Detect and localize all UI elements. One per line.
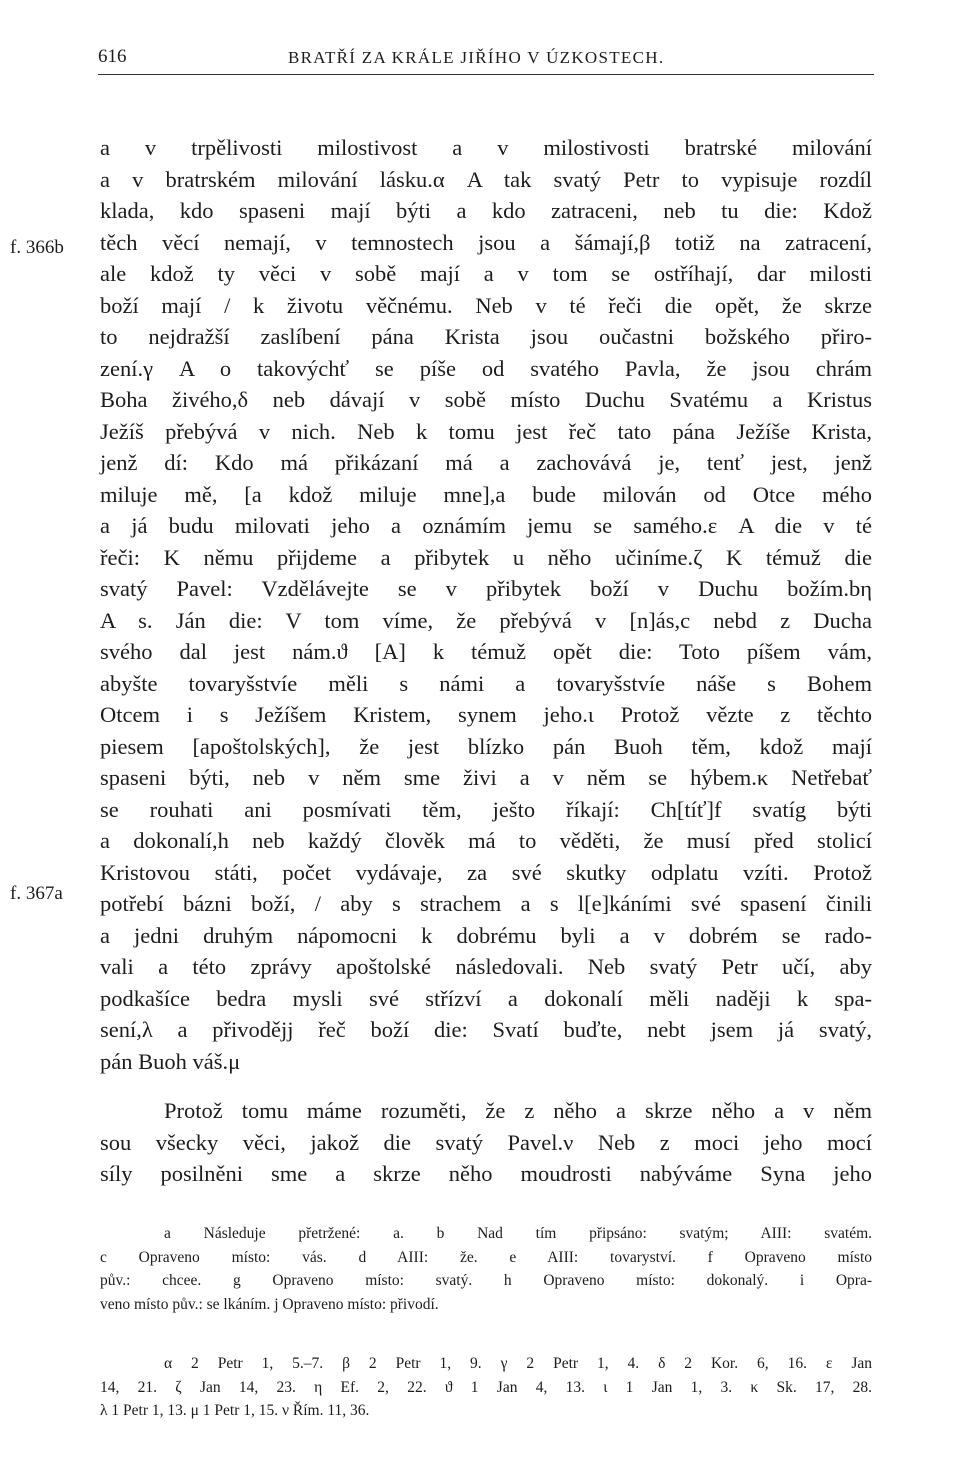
text-line: Protož tomu máme rozuměti, že z něho a skrze něho a v něm [164, 1098, 872, 1123]
folio-marker: f. 367a [10, 883, 63, 904]
footnote-line: pův.: chcee. g Opraveno místo: svatý. h Opraveno místo: dokonalý. i Opra- [100, 1272, 872, 1289]
text-line: a jedni druhým nápomocni k dobrému byli a v dobrém se rado- [100, 922, 872, 948]
text-line: svého dal jest nám.ϑ [A] k témuž opět die: Toto píšem vám, [100, 639, 872, 664]
text-line: miluje mě, [a kdož miluje mne],a bude milován od Otce mého [100, 481, 872, 507]
footnote-line: veno místo pův.: se lkáním. j Opraveno místo: přivodí. [100, 1295, 439, 1313]
text-line: spaseni býti, neb v něm sme živi a v něm se hýbem.κ Netřebať [100, 765, 872, 790]
text-line: ale kdož ty věci v sobě mají a v tom se ostříhají, dar milosti [100, 261, 872, 286]
running-head: BRATŘÍ ZA KRÁLE JIŘÍHO V ÚZKOSTECH. [288, 48, 665, 67]
text-line: jenž dí: Kdo má přikázaní má a zachovává je, tenť jest, jenž [100, 450, 872, 475]
footnote-line: a Následuje přetržené: a. b Nad tím připsáno: svatým; AIII: svatém. [164, 1225, 872, 1242]
text-line: piesem [apoštolských], že jest blízko pán Buoh těm, kdož mají [100, 733, 872, 759]
text-line: vali a této zprávy apoštolské následovali. Neb svatý Petr učí, aby [100, 954, 872, 979]
text-line: klada, kdo spaseni mají býti a kdo zatraceni, neb tu die: Kdož [100, 198, 872, 223]
body-text [100, 132, 872, 1190]
text-line: potřebí bázni boží, / aby s strachem a s l[e]káními své spasení činili [100, 891, 872, 916]
text-line: Otcem i s Ježíšem Kristem, synem jeho.ι Protož vězte z těchto [100, 702, 872, 727]
text-line: svatý Pavel: Vzdělávejte se v přibytek boží v Duchu božím.bη [100, 576, 872, 601]
text-line: řeči: K němu přijdeme a přibytek u něho učiníme.ζ K témuž die [100, 544, 872, 570]
text-line: Kristovou státi, počet vydávaje, za své skutky odplatu vzíti. Protož [100, 859, 872, 885]
text-line: těch věcí nemají, v temnostech jsou a šámají,β totiž na zatracení, [100, 229, 872, 255]
reference-line: λ 1 Petr 1, 13. μ 1 Petr 1, 15. ν Řím. 11, 36. [100, 1402, 370, 1419]
text-line: Ježíš přebývá v nich. Neb k tomu jest řeč tato pána Ježíše Krista, [100, 418, 872, 444]
text-line: podkašíce bedra mysli své střízví a dokonalí měli naději k spa- [100, 985, 872, 1011]
text-line: sení,λ a přivodějj řeč boží die: Svatí buďte, nebt jsem já svatý, [100, 1017, 872, 1042]
reference-line: 14, 21. ζ Jan 14, 23. η Ef. 2, 22. ϑ 1 Jan 4, 13. ι 1 Jan 1, 3. κ Sk. 17, 28. [100, 1378, 872, 1396]
text-line: zení.γ A o takovýchť se píše od svatého Pavla, že jsou chrám [100, 355, 872, 381]
text-line: A s. Ján die: V tom víme, že přebývá v [n]ás,c nebd z Ducha [100, 607, 872, 633]
folio-marker: f. 366b [10, 237, 64, 258]
page-header [98, 38, 874, 75]
text-line: a dokonalí,h neb každý člověk má to věděti, že musí před stolicí [100, 828, 872, 853]
text-line: to nejdražší zaslíbení pána Krista jsou oučastni božského přiro- [100, 324, 872, 349]
text-line: Boha živého,δ neb dávají v sobě místo Duchu Svatému a Kristus [100, 387, 872, 412]
textual-footnotes [100, 1222, 872, 1316]
text-line: a v bratrském milování lásku.α A tak svatý Petr to vypisuje rozdíl [100, 166, 872, 192]
text-line: boží mají / k životu věčnému. Neb v té řeči die opět, že skrze [100, 292, 872, 318]
page-number: 616 [98, 46, 127, 67]
text-line: abyšte tovaryšstvíe měli s námi a tovaryšstvíe náše s Bohem [100, 670, 872, 696]
text-line: sou všecky věci, jakož die svatý Pavel.ν Neb z moci jeho mocí [100, 1129, 872, 1155]
text-line: se rouhati ani posmívati těm, ješto říkají: Ch[tíť]f svatíg býti [100, 796, 872, 822]
footnote-line: c Opraveno místo: vás. d AIII: že. e AIII: tovaryství. f Opraveno místo [100, 1248, 872, 1266]
text-line: a v trpělivosti milostivost a v milostivosti bratrské milování [100, 135, 872, 160]
text-line: síly posilněni sme a skrze něho moudrosti nabýváme Syna jeho [100, 1161, 872, 1186]
text-line: pán Buoh váš.μ [100, 1048, 241, 1074]
scripture-references [100, 1352, 872, 1423]
reference-line: α 2 Petr 1, 5.–7. β 2 Petr 1, 9. γ 2 Petr 1, 4. δ 2 Kor. 6, 16. ε Jan [164, 1355, 872, 1372]
text-line: a já budu milovati jeho a oznámím jemu se samého.ε A die v té [100, 513, 872, 538]
